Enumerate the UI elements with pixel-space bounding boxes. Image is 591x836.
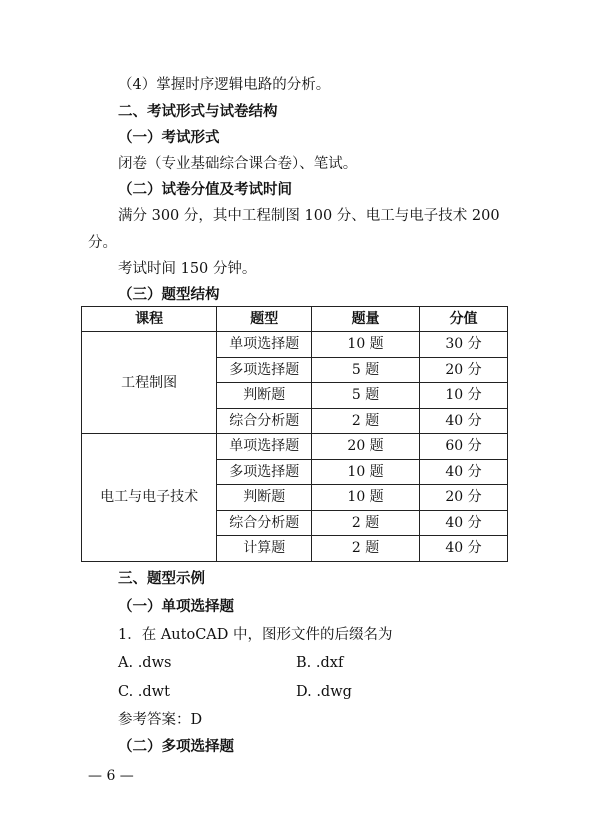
score-cell: 30 分 (419, 332, 507, 358)
type-cell: 综合分析题 (217, 408, 312, 434)
count-cell: 10 题 (312, 459, 420, 485)
section-heading: 二、考试形式与试卷结构 (118, 103, 278, 120)
type-cell: 判断题 (217, 485, 312, 511)
type-cell: 单项选择题 (217, 434, 312, 460)
text-line: 闭卷（专业基础综合课合卷）、笔试。 (118, 156, 358, 172)
score-cell: 40 分 (419, 536, 507, 562)
count-cell: 5 题 (312, 383, 420, 409)
subsection-heading: （二）试卷分值及考试时间 (118, 181, 292, 198)
score-cell: 10 分 (419, 383, 507, 409)
count-cell: 2 题 (312, 510, 420, 536)
type-cell: 多项选择题 (217, 357, 312, 383)
type-cell: 综合分析题 (217, 510, 312, 536)
score-cell: 20 分 (419, 357, 507, 383)
count-cell: 20 题 (312, 434, 420, 460)
header-count: 题量 (312, 307, 420, 332)
text-line: （4）掌握时序逻辑电路的分析。 (118, 77, 331, 93)
type-cell: 判断题 (217, 383, 312, 409)
header-course: 课程 (82, 307, 217, 332)
option-a: A. .dws (118, 655, 172, 671)
course-cell: 电工与电子技术 (82, 434, 217, 562)
count-cell: 2 题 (312, 536, 420, 562)
exam-structure-table (81, 306, 508, 562)
type-cell: 单项选择题 (217, 332, 312, 358)
count-cell: 10 题 (312, 332, 420, 358)
count-cell: 5 题 (312, 357, 420, 383)
answer-text: 参考答案：D (118, 712, 203, 728)
header-type: 题型 (217, 307, 312, 332)
count-cell: 2 题 (312, 408, 420, 434)
count-cell: 10 题 (312, 485, 420, 511)
option-b: B. .dxf (296, 655, 344, 671)
question-text: 1．在 AutoCAD 中，图形文件的后缀名为 (118, 627, 393, 643)
score-cell: 60 分 (419, 434, 507, 460)
option-d: D. .dwg (296, 684, 352, 700)
score-cell: 40 分 (419, 408, 507, 434)
subsection-heading: （一）单项选择题 (118, 598, 234, 615)
type-cell: 计算题 (217, 536, 312, 562)
score-cell: 20 分 (419, 485, 507, 511)
subsection-heading: （三）题型结构 (118, 286, 220, 303)
score-cell: 40 分 (419, 510, 507, 536)
subsection-heading: （二）多项选择题 (118, 738, 234, 755)
table-row (82, 434, 508, 460)
table-header-row (82, 307, 508, 332)
course-cell: 工程制图 (82, 332, 217, 434)
text-line: 满分 300 分，其中工程制图 100 分、电工与电子技术 200 (118, 208, 500, 224)
text-line: 考试时间 150 分钟。 (118, 261, 257, 277)
subsection-heading: （一）考试形式 (118, 129, 220, 146)
option-c: C. .dwt (118, 684, 170, 700)
table-row (82, 332, 508, 358)
header-score: 分值 (419, 307, 507, 332)
text-line: 分。 (88, 235, 117, 251)
score-cell: 40 分 (419, 459, 507, 485)
section-heading: 三、题型示例 (118, 570, 205, 587)
type-cell: 多项选择题 (217, 459, 312, 485)
page-number: — 6 — (88, 768, 134, 784)
